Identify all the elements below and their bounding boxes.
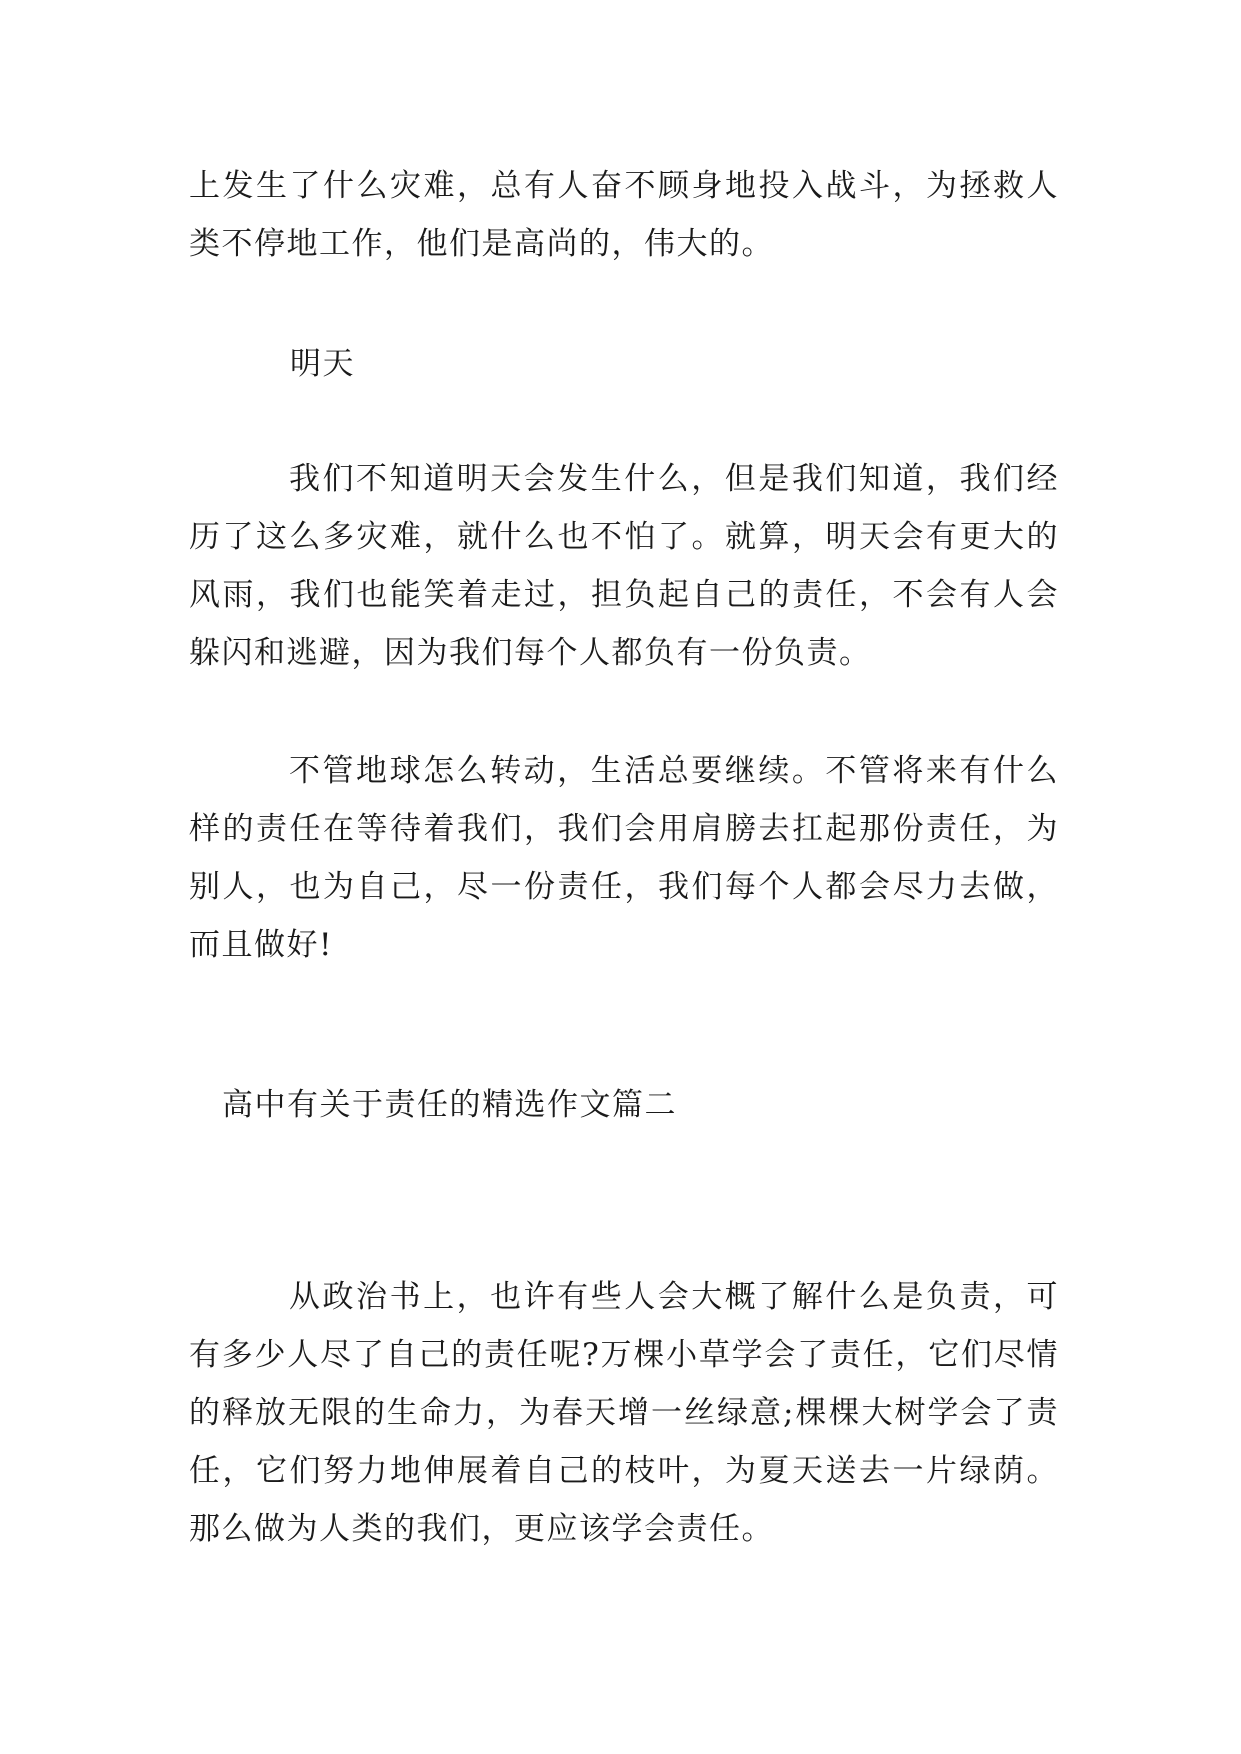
paragraph-responsibility: 不管地球怎么转动，生活总要继续。不管将来有什么样的责任在等待着我们，我们会用肩膀去扛起那份责任，为别人，也为自己，尽一份责任，我们每个人都会尽力去做，而且做好!: [189, 753, 1059, 963]
section-heading-tomorrow: 明天: [290, 346, 355, 382]
paragraph-tomorrow: 我们不知道明天会发生什么，但是我们知道，我们经历了这么多灾难，就什么也不怕了。就算，明天会有更大的风雨，我们也能笑着走过，担负起自己的责任，不会有人会躲闪和逃避，因为我们每个人都负有一份负责。: [189, 461, 1059, 671]
essay-title-part-two: 高中有关于责任的精选作文篇二: [222, 1087, 677, 1123]
paragraph-politics-book: 从政治书上，也许有些人会大概了解什么是负责，可有多少人尽了自己的责任呢?万棵小草学会了责任，它们尽情的释放无限的生命力，为春天增一丝绿意;棵棵大树学会了责任，它们努力地伸展着自己的枝叶，为夏天送去一片绿荫。那么做为人类的我们，更应该学会责任。: [189, 1279, 1059, 1547]
paragraph-continued: 上发生了什么灾难，总有人奋不顾身地投入战斗，为拯救人类不停地工作，他们是高尚的，伟大的。: [189, 168, 1059, 262]
